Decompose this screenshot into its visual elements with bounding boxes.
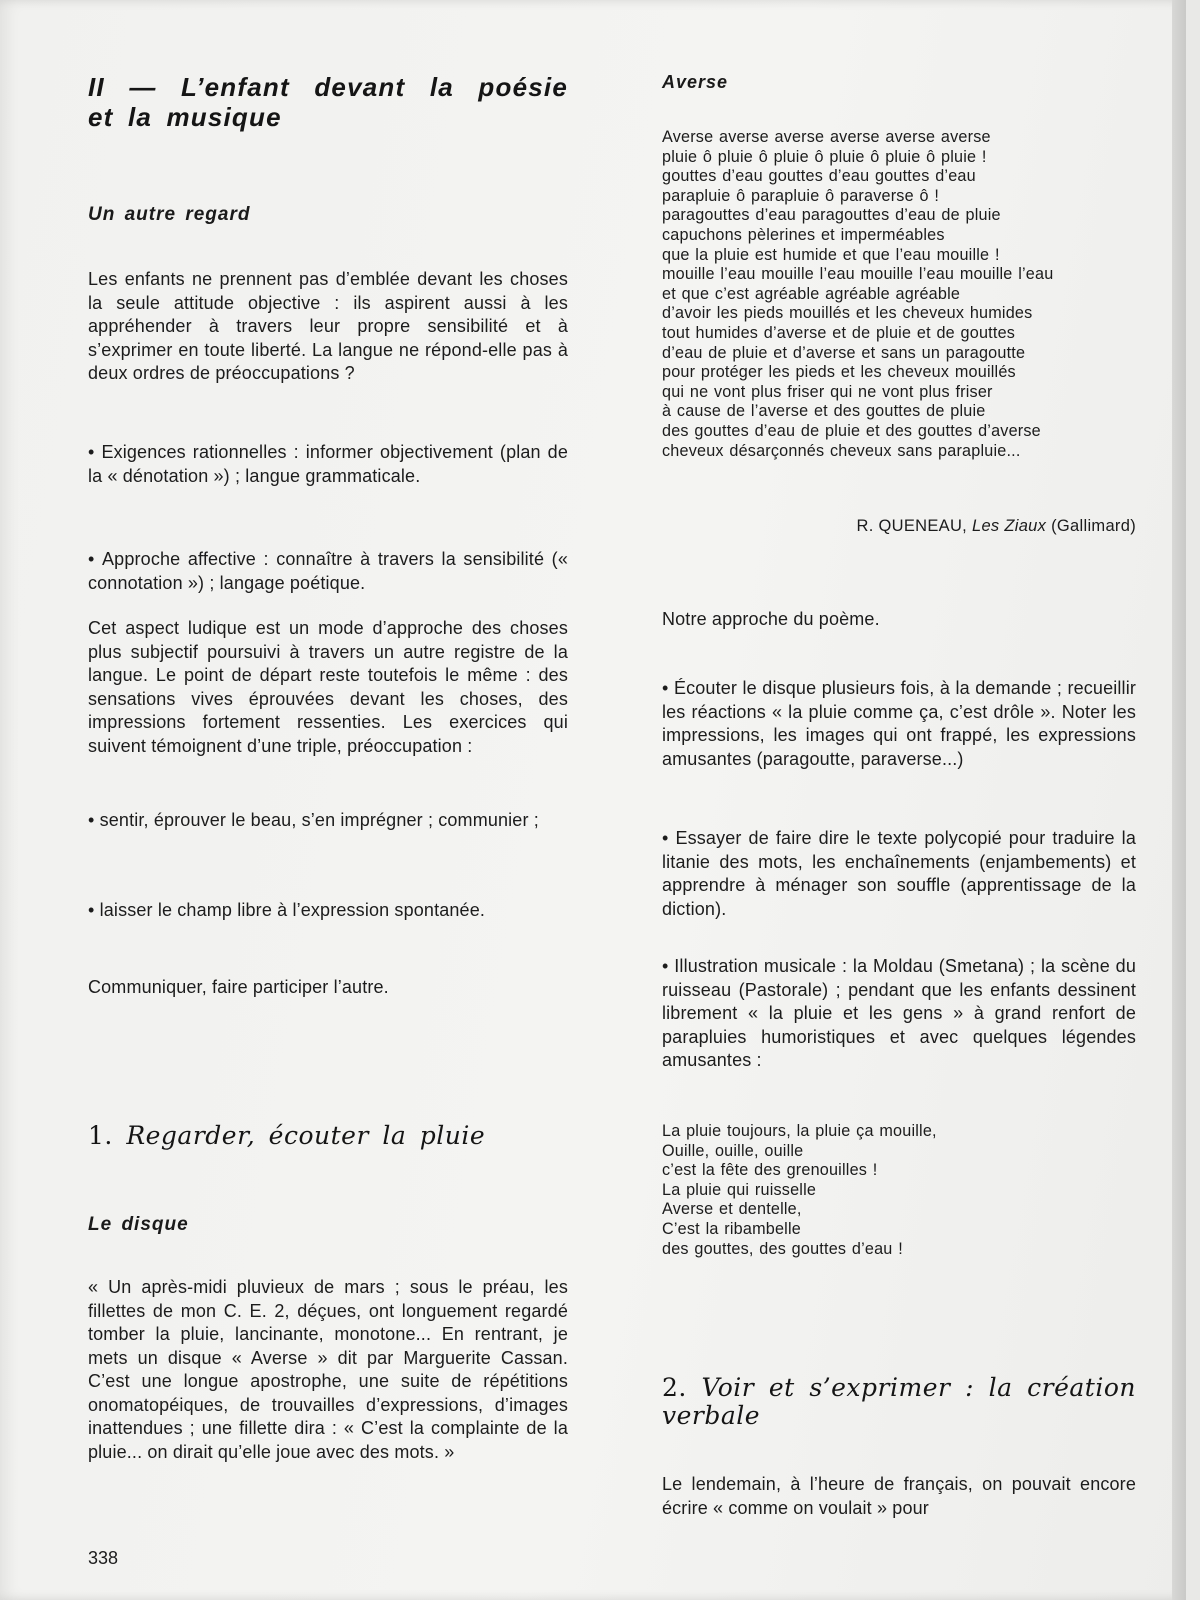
poem-line: cheveux désarçonnés cheveux sans parapluie...	[662, 441, 1021, 460]
ludic-paragraph: Cet aspect ludique est un mode d’approche des choses plus subjectif poursuivi à travers un autre registre de la langue. Le point de départ reste toutefois le même : des sensations vives éprouvées devant les choses, des impressions fortement ressenties. Les exercices qui suivent témoignent d’une triple, préoccupation :	[88, 618, 568, 756]
legend-line: La pluie toujours, la pluie ça mouille,	[662, 1122, 937, 1140]
poem-line: capuchons pèlerines et imperméables	[662, 225, 945, 244]
poem-line: gouttes d’eau gouttes d’eau gouttes d’eau	[662, 167, 976, 186]
page-edge	[1172, 0, 1186, 1600]
bullet-affective: • Approche affective : connaître à travers la sensibilité (« connotation ») ; langage poétique.	[88, 548, 568, 595]
subheading-disque: Le disque	[88, 1214, 189, 1235]
poem-line: tout humides d’averse et de pluie et de gouttes	[662, 323, 1016, 342]
credit-author: R. QUENEAU,	[856, 517, 968, 535]
intro-paragraph: Les enfants ne prennent pas d’emblée devant les choses la seule attitude objective : ils aspirent aussi à les appréhender à travers leur propre sensibilité et à s’exprimer en toute liberté. La langue ne répond-elle pas à deux ordres de préoccupations ?	[88, 269, 568, 383]
poem-title: Averse	[662, 72, 729, 92]
communicate-line: Communiquer, faire participer l’autre.	[88, 977, 389, 997]
poem-line: des gouttes d’eau de pluie et des gouttes d’averse	[662, 421, 1041, 440]
poem-line: à cause de l’averse et des gouttes de pluie	[662, 402, 986, 421]
section-title	[88, 72, 568, 132]
section-title-line-2: et la musique	[88, 102, 282, 132]
poem-line: d’eau de pluie et d’averse et sans un paragoutte	[662, 343, 1026, 362]
chapter-2-heading	[662, 1374, 1136, 1430]
credit-publisher: (Gallimard)	[1051, 517, 1136, 535]
poem-line: mouille l’eau mouille l’eau mouille l’eau mouille l’eau	[662, 265, 1054, 284]
next-paragraph: Le lendemain, à l’heure de français, on pouvait encore écrire « comme on voulait » pour	[662, 1474, 1136, 1518]
chapter-2-title-line-1: Voir et s’exprimer : la création	[701, 1373, 1136, 1402]
poem-line: paragouttes d’eau paragouttes d’eau de pluie	[662, 206, 1001, 225]
poem-line: Averse averse averse averse averse averse	[662, 128, 991, 146]
chapter-1-number: 1.	[88, 1121, 113, 1150]
bullet-recite: • Essayer de faire dire le texte polycopié pour traduire la litanie des mots, les enchaînements (enjambements) et apprendre à ménager son souffle (apprentissage de la diction).	[662, 827, 1136, 921]
legend-line: Averse et dentelle,	[662, 1200, 802, 1219]
poem-credit	[662, 517, 1136, 536]
chapter-2-number: 2.	[662, 1373, 687, 1402]
legend-line: C’est la ribambelle	[662, 1219, 801, 1238]
poem-line: d’avoir les pieds mouillés et les cheveux humides	[662, 304, 1033, 323]
credit-work: Les Ziaux	[971, 517, 1047, 535]
legend-line: Ouille, ouille, ouille	[662, 1141, 804, 1160]
bullet-listen: • Écouter le disque plusieurs fois, à la demande ; recueillir les réactions « la pluie comme ça, c’est drôle ». Noter les impressions, les images qui ont frappé, les expressions amusantes (paragoutte, paraverse...)	[662, 677, 1136, 771]
bullet-rational: • Exigences rationnelles : informer objectivement (plan de la « dénotation ») ; langue grammaticale.	[88, 441, 568, 488]
poem-line: que la pluie est humide et que l’eau mouille !	[662, 245, 1000, 264]
chapter-1-heading	[88, 1122, 568, 1150]
poem-line: parapluie ô parapluie ô paraverse ô !	[662, 186, 940, 205]
subheading-autre-regard: Un autre regard	[88, 204, 251, 225]
page-number: 338	[88, 1548, 119, 1568]
section-title-line-1: II — L’enfant devant la poésie	[88, 72, 568, 102]
bullet-music: • Illustration musicale : la Moldau (Smetana) ; la scène du ruisseau (Pastorale) ; pendant que les enfants dessinent librement « la pluie et les gens » à grand renfort de parapluies humoristiques et avec quelques légendes amusantes :	[662, 955, 1136, 1073]
chapter-2-title-line-2: verbale	[662, 1401, 761, 1430]
children-legend-verse	[662, 1122, 1136, 1259]
poem-line: pour protéger les pieds et les cheveux mouillés	[662, 363, 1016, 382]
legend-line: des gouttes, des gouttes d’eau !	[662, 1239, 903, 1258]
approach-heading: Notre approche du poème.	[662, 609, 880, 629]
legend-line: La pluie qui ruisselle	[662, 1180, 817, 1199]
disc-paragraph: « Un après-midi pluvieux de mars ; sous le préau, les fillettes de mon C. E. 2, déçues, ont longuement regardé tomber la pluie, lancinante, monotone... En rentrant, je mets un disque « Averse » dit par Marguerite Cassan. C’est une longue apostrophe, une suite de répétitions onomatopéiques, de trouvailles d’expressions, d’images inattendues ; une fillette dira : « C’est la complainte de la pluie... on dirait qu’elle joue avec des mots. »	[88, 1277, 568, 1462]
bullet-free: • laisser le champ libre à l’expression spontanée.	[88, 899, 568, 923]
poem-line: pluie ô pluie ô pluie ô pluie ô pluie ô pluie !	[662, 147, 987, 166]
poem-line: et que c’est agréable agréable agréable	[662, 284, 961, 303]
poem-averse	[662, 128, 1136, 461]
chapter-2-heading-line-1	[662, 1374, 1136, 1402]
poem-line: qui ne vont plus friser qui ne vont plus friser	[662, 382, 993, 401]
bullet-feel: • sentir, éprouver le beau, s’en imprégner ; communier ;	[88, 809, 568, 833]
legend-line: c’est la fête des grenouilles !	[662, 1161, 878, 1180]
chapter-1-title: Regarder, écouter la pluie	[126, 1121, 486, 1150]
